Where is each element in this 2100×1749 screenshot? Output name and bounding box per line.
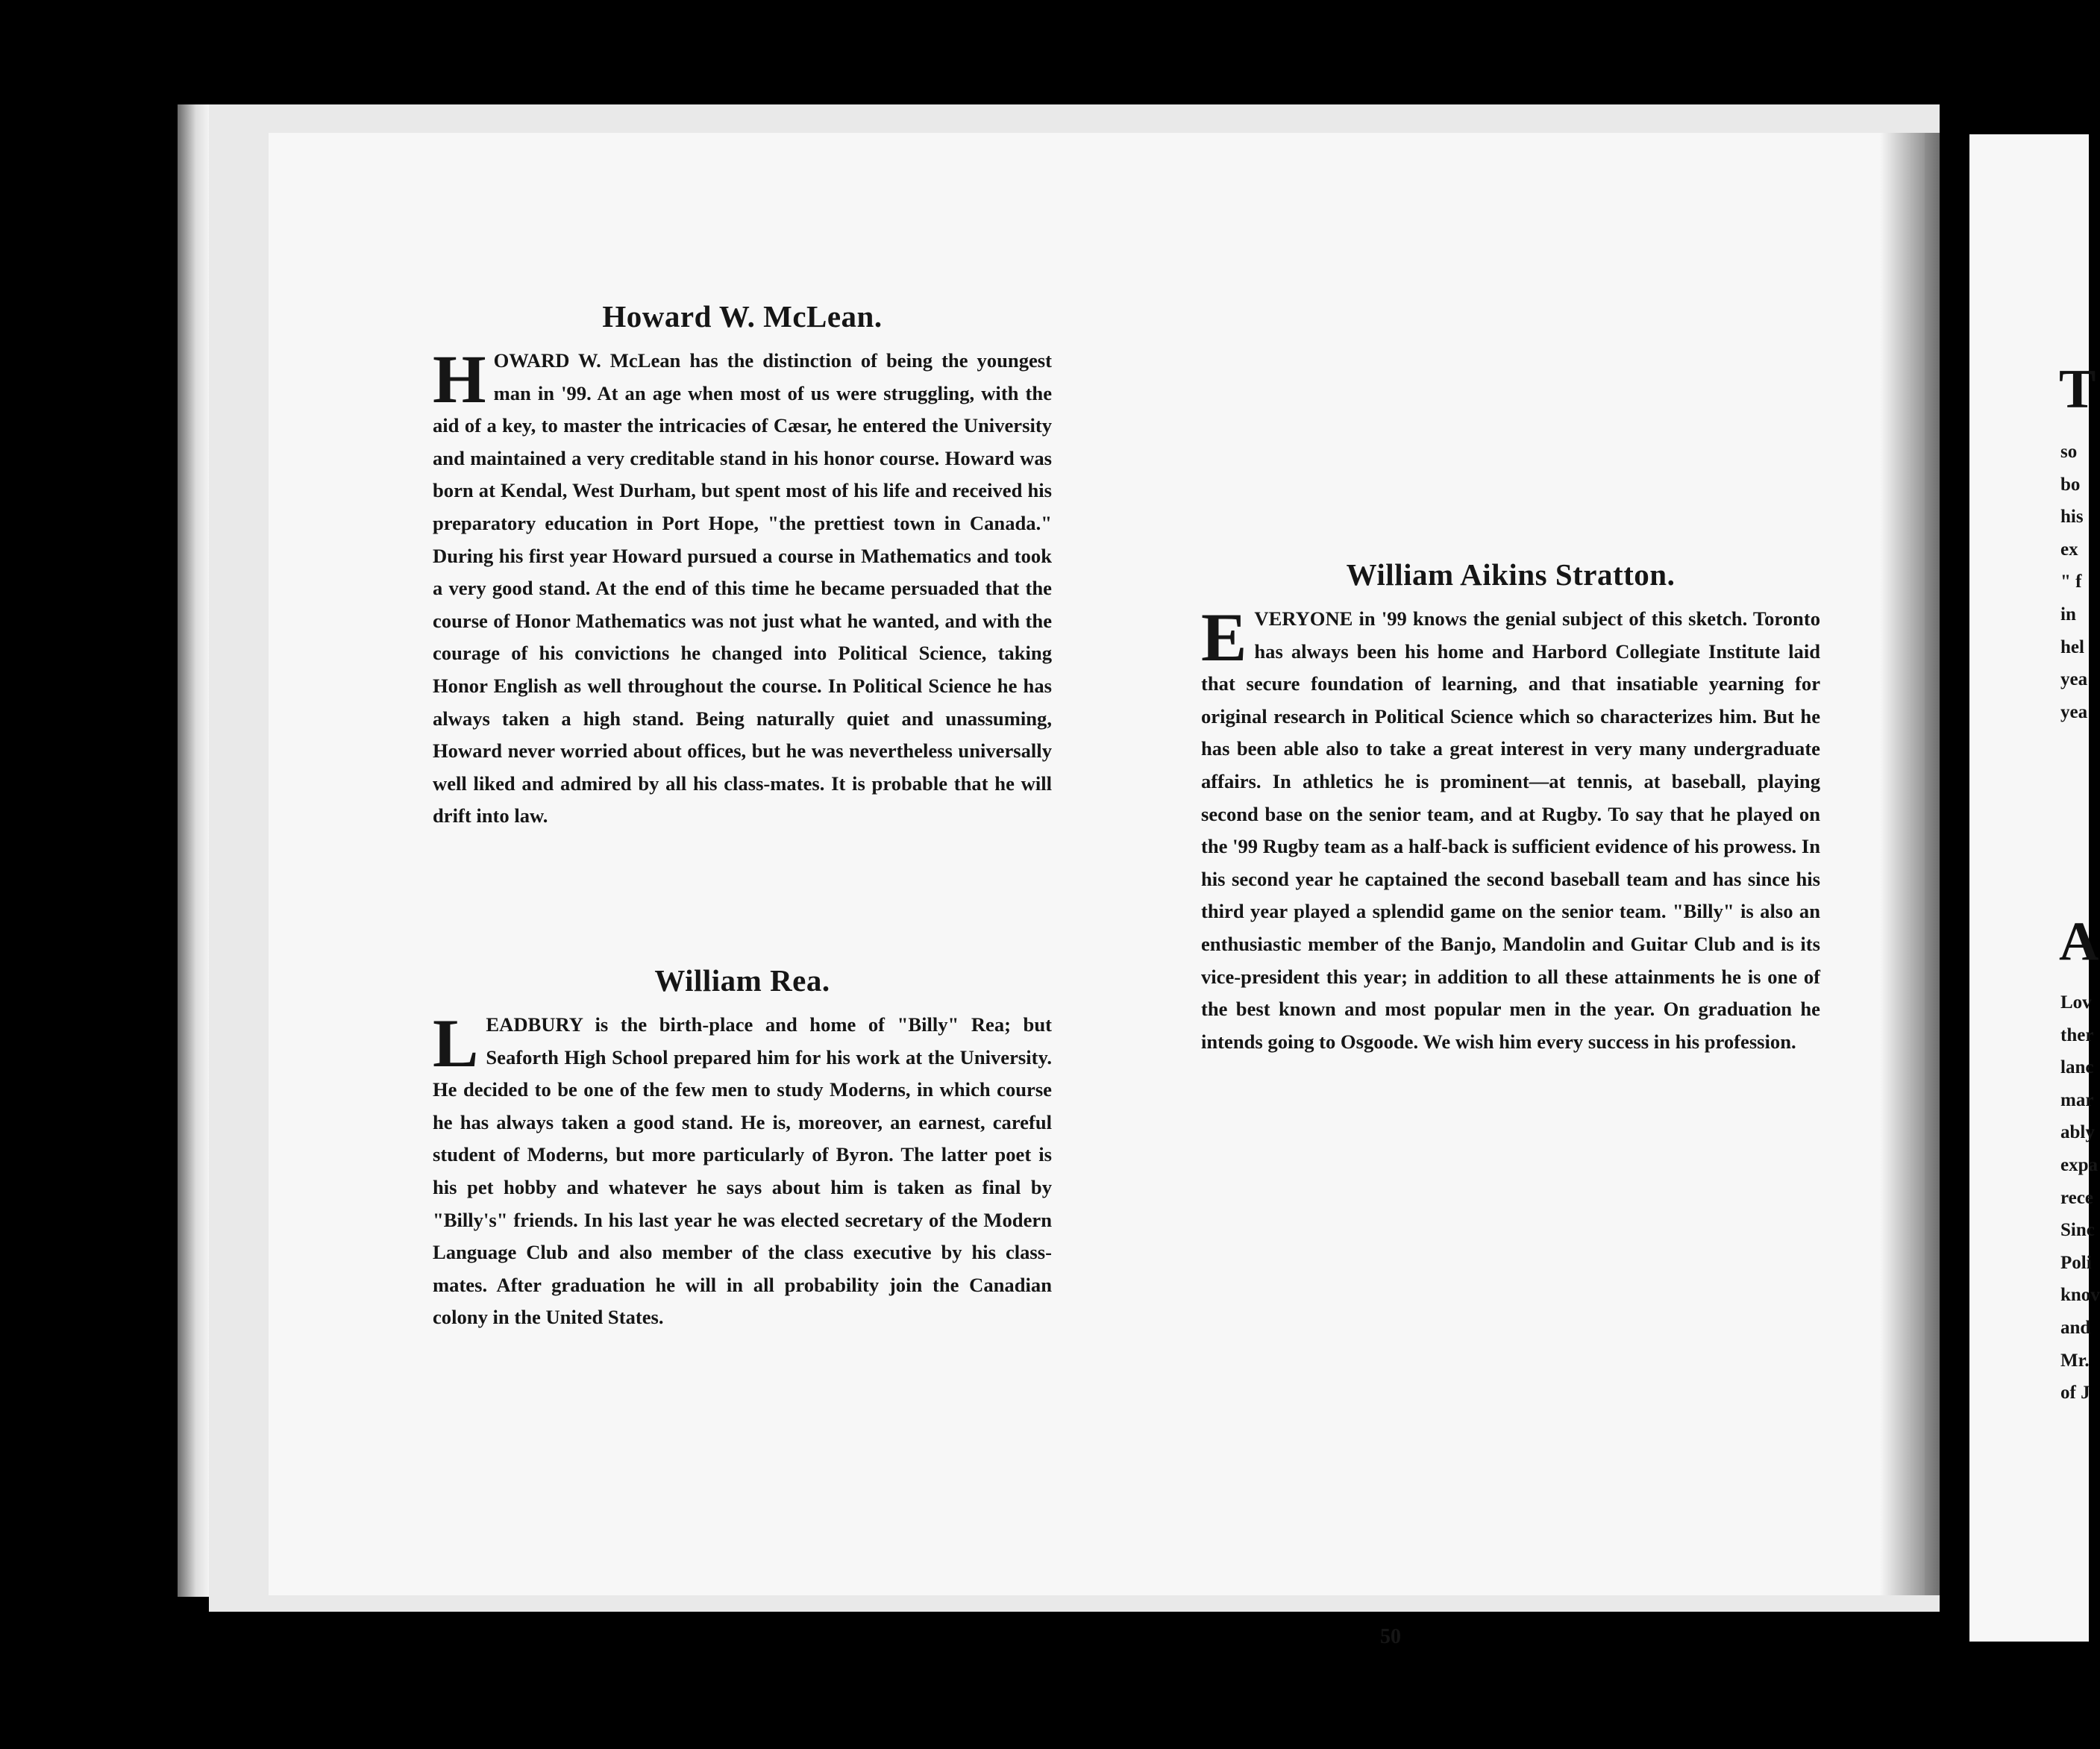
article-text: VERYONE in '99 knows the genial subject of this sketch. Toronto has always been his home and Harbord Collegiate Institute laid that secure foundation of learning, and that insatiable yearning for original research in Political Science which so characterizes him. But he has been able also to take a great interest in very many undergraduate affairs. In athletics he is prominent—at tennis, at baseball, playing second base on the senior team, and at Rugby. To say that he played on the '99 Rugby team as a half-back is sufficient evidence of his prowess. In his second year he captained the second baseball team and has since his third year played a splendid game on the senior team. "Billy" is also an enthusiastic member of the Banjo, Mandolin and Guitar Club and is its vice-president this year; in addition to all these attainments he is one of the best known and most popular men in the year. On graduation he intends going to Osgoode. We wish him every success in his profession. bbox=[1201, 607, 1820, 1053]
cropped-line: Mr. bbox=[2060, 1350, 2090, 1371]
cropped-line: bo bbox=[2060, 474, 2081, 495]
cropped-line: rece bbox=[2060, 1187, 2093, 1208]
cropped-line: of J bbox=[2060, 1383, 2090, 1404]
page-number: 50 bbox=[1380, 1625, 1401, 1648]
cropped-line: ex bbox=[2060, 539, 2078, 560]
cropped-line: knov bbox=[2060, 1285, 2100, 1306]
cropped-line: and bbox=[2060, 1317, 2091, 1338]
article-body bbox=[433, 341, 1052, 833]
left-page bbox=[269, 133, 1925, 1648]
drop-cap: H bbox=[433, 341, 486, 417]
article-heading: William Rea. bbox=[654, 963, 830, 998]
cropped-line: yea bbox=[2060, 701, 2088, 722]
cropped-line: Sinc bbox=[2060, 1220, 2095, 1241]
cropped-text-column bbox=[2060, 986, 2100, 1409]
article-heading: William Aikins Stratton. bbox=[1346, 557, 1676, 592]
cropped-line: Lov bbox=[2060, 992, 2092, 1013]
article-heading: Howard W. McLean. bbox=[602, 299, 883, 334]
article-body bbox=[1201, 599, 1820, 1058]
drop-cap: A bbox=[2059, 911, 2099, 972]
article-text: OWARD W. McLean has the distinction of being the youngest man in '99. At an age when most of us were struggling, with the aid of a key, to master the intricacies of Cæsar, he entered the University and maintained a very creditable stand in his honor course. Howard was born at Kendal, West Durham, but spent most of his life and received his preparatory education in Port Hope, "the prettiest town in Canada." During his first year Howard pursued a course in Mathematics and took a very good stand. At the end of this time he became persuaded that the course of Honor Mathematics was not just what he wanted, and with the courage of his convictions he changed into Political Science, taking Honor English as well throughout the course. In Political Science he has always taken a high stand. Being naturally quiet and unassuming, Howard never worried about offices, but he was nevertheless universally well liked and admired by all his class-mates. It is probable that he will drift into law. bbox=[433, 349, 1052, 827]
cropped-line: mar bbox=[2060, 1089, 2094, 1110]
cropped-line: in bbox=[2060, 604, 2076, 625]
drop-cap: T bbox=[2059, 359, 2096, 420]
article-text: EADBURY is the birth-place and home of "Billy" Rea; but Seaforth High School prepared him for his work at the University. He decided to be one of the few men to study Moderns, in which course he has always taken a good stand. He is, moreover, an earnest, careful student of Moderns, but more particularly of Byron. The latter poet is his pet hobby and whatever he says about him is taken as final by "Billy's" friends. In his last year he was elected secretary of the Modern Language Club and also member of the class executive by his class-mates. After graduation he will in all probability join the Canadian colony in the United States. bbox=[433, 1013, 1052, 1329]
cropped-line: his bbox=[2060, 507, 2084, 528]
cropped-line: lanc bbox=[2060, 1057, 2094, 1078]
cropped-text-column bbox=[2060, 436, 2087, 728]
article-body bbox=[433, 1005, 1052, 1334]
cropped-line: " f bbox=[2060, 572, 2082, 592]
right-page-fragment bbox=[1969, 134, 2100, 1642]
cropped-line: expa bbox=[2060, 1154, 2098, 1175]
article-william-rea bbox=[433, 963, 1052, 1334]
cropped-line: ther bbox=[2060, 1024, 2094, 1045]
drop-cap: L bbox=[433, 1005, 479, 1081]
cropped-line: yea bbox=[2060, 669, 2088, 690]
gutter-shadow bbox=[1880, 133, 1969, 1595]
cropped-line: hel bbox=[2060, 636, 2084, 657]
cropped-line: ably bbox=[2060, 1122, 2095, 1143]
cropped-line: so bbox=[2060, 442, 2078, 462]
drop-cap: E bbox=[1201, 599, 1247, 675]
cropped-line: Poli bbox=[2060, 1252, 2092, 1273]
article-william-stratton bbox=[1201, 557, 1820, 1058]
article-howard-mclean bbox=[433, 298, 1052, 833]
